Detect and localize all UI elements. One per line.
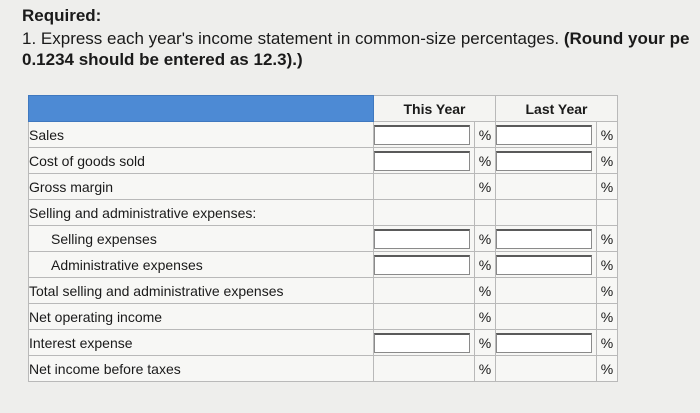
net-operating-income-this-year-input[interactable] [374, 307, 470, 327]
percent-sign: % [597, 174, 618, 200]
sales-this-year-input[interactable] [374, 125, 470, 145]
table-row-sales [29, 122, 618, 148]
table-row-net-operating-income [29, 304, 618, 330]
table-row-cogs [29, 148, 618, 174]
net-income-last-year-input[interactable] [496, 359, 592, 379]
row-label: Cost of goods sold [29, 148, 374, 174]
instruction-rounding-note: (Round your pe [563, 29, 690, 48]
table-row-interest-expense [29, 330, 618, 356]
percent-sign: % [475, 148, 496, 174]
row-label: Net operating income [29, 304, 374, 330]
row-label: Selling expenses [29, 226, 374, 252]
percent-sign: % [597, 330, 618, 356]
selling-expenses-this-year-input[interactable] [374, 229, 470, 249]
selling-expenses-last-year-input[interactable] [496, 229, 592, 249]
percent-sign: % [475, 174, 496, 200]
net-operating-income-last-year-input[interactable] [496, 307, 592, 327]
interest-expense-last-year-input[interactable] [496, 333, 592, 353]
instruction-line-1 [22, 28, 700, 49]
sales-last-year-input[interactable] [496, 125, 592, 145]
table-row-admin-expenses [29, 252, 618, 278]
admin-expenses-last-year-input[interactable] [496, 255, 592, 275]
table-row-selling-expenses [29, 226, 618, 252]
percent-sign: % [597, 148, 618, 174]
row-label: Selling and administrative expenses: [29, 200, 374, 226]
percent-sign: % [597, 278, 618, 304]
percent-sign: % [597, 304, 618, 330]
header-this-year: This Year [374, 96, 496, 122]
percent-sign: % [475, 304, 496, 330]
table-header-row [29, 96, 618, 122]
row-label: Interest expense [29, 330, 374, 356]
table-row-sga-heading [29, 200, 618, 226]
table-row-net-income-before-taxes [29, 356, 618, 382]
percent-sign: % [597, 122, 618, 148]
cogs-last-year-input[interactable] [496, 151, 592, 171]
percent-sign: % [597, 356, 618, 382]
percent-sign: % [475, 330, 496, 356]
table-row-total-sga [29, 278, 618, 304]
percent-sign [597, 200, 618, 226]
instruction-line-2: 0.1234 should be entered as 12.3).) [22, 50, 303, 69]
gross-margin-this-year-input[interactable] [374, 177, 470, 197]
table-row-gross-margin [29, 174, 618, 200]
row-label: Gross margin [29, 174, 374, 200]
percent-sign: % [597, 226, 618, 252]
net-income-this-year-input[interactable] [374, 359, 470, 379]
instruction-plain-text: 1. Express each year's income statement in common-size percentages. [22, 29, 564, 48]
common-size-table [28, 95, 618, 382]
header-blank-cell [29, 96, 374, 122]
total-sga-last-year-input[interactable] [496, 281, 592, 301]
gross-margin-last-year-input[interactable] [496, 177, 592, 197]
header-last-year: Last Year [496, 96, 618, 122]
required-heading: Required: [22, 6, 102, 25]
admin-expenses-this-year-input[interactable] [374, 255, 470, 275]
percent-sign: % [475, 122, 496, 148]
cogs-this-year-input[interactable] [374, 151, 470, 171]
row-label: Sales [29, 122, 374, 148]
percent-sign: % [475, 278, 496, 304]
percent-sign: % [475, 252, 496, 278]
percent-sign [475, 200, 496, 226]
percent-sign: % [475, 356, 496, 382]
interest-expense-this-year-input[interactable] [374, 333, 470, 353]
row-label: Administrative expenses [29, 252, 374, 278]
percent-sign: % [475, 226, 496, 252]
row-label: Net income before taxes [29, 356, 374, 382]
percent-sign: % [597, 252, 618, 278]
row-label: Total selling and administrative expenses [29, 278, 374, 304]
total-sga-this-year-input[interactable] [374, 281, 470, 301]
